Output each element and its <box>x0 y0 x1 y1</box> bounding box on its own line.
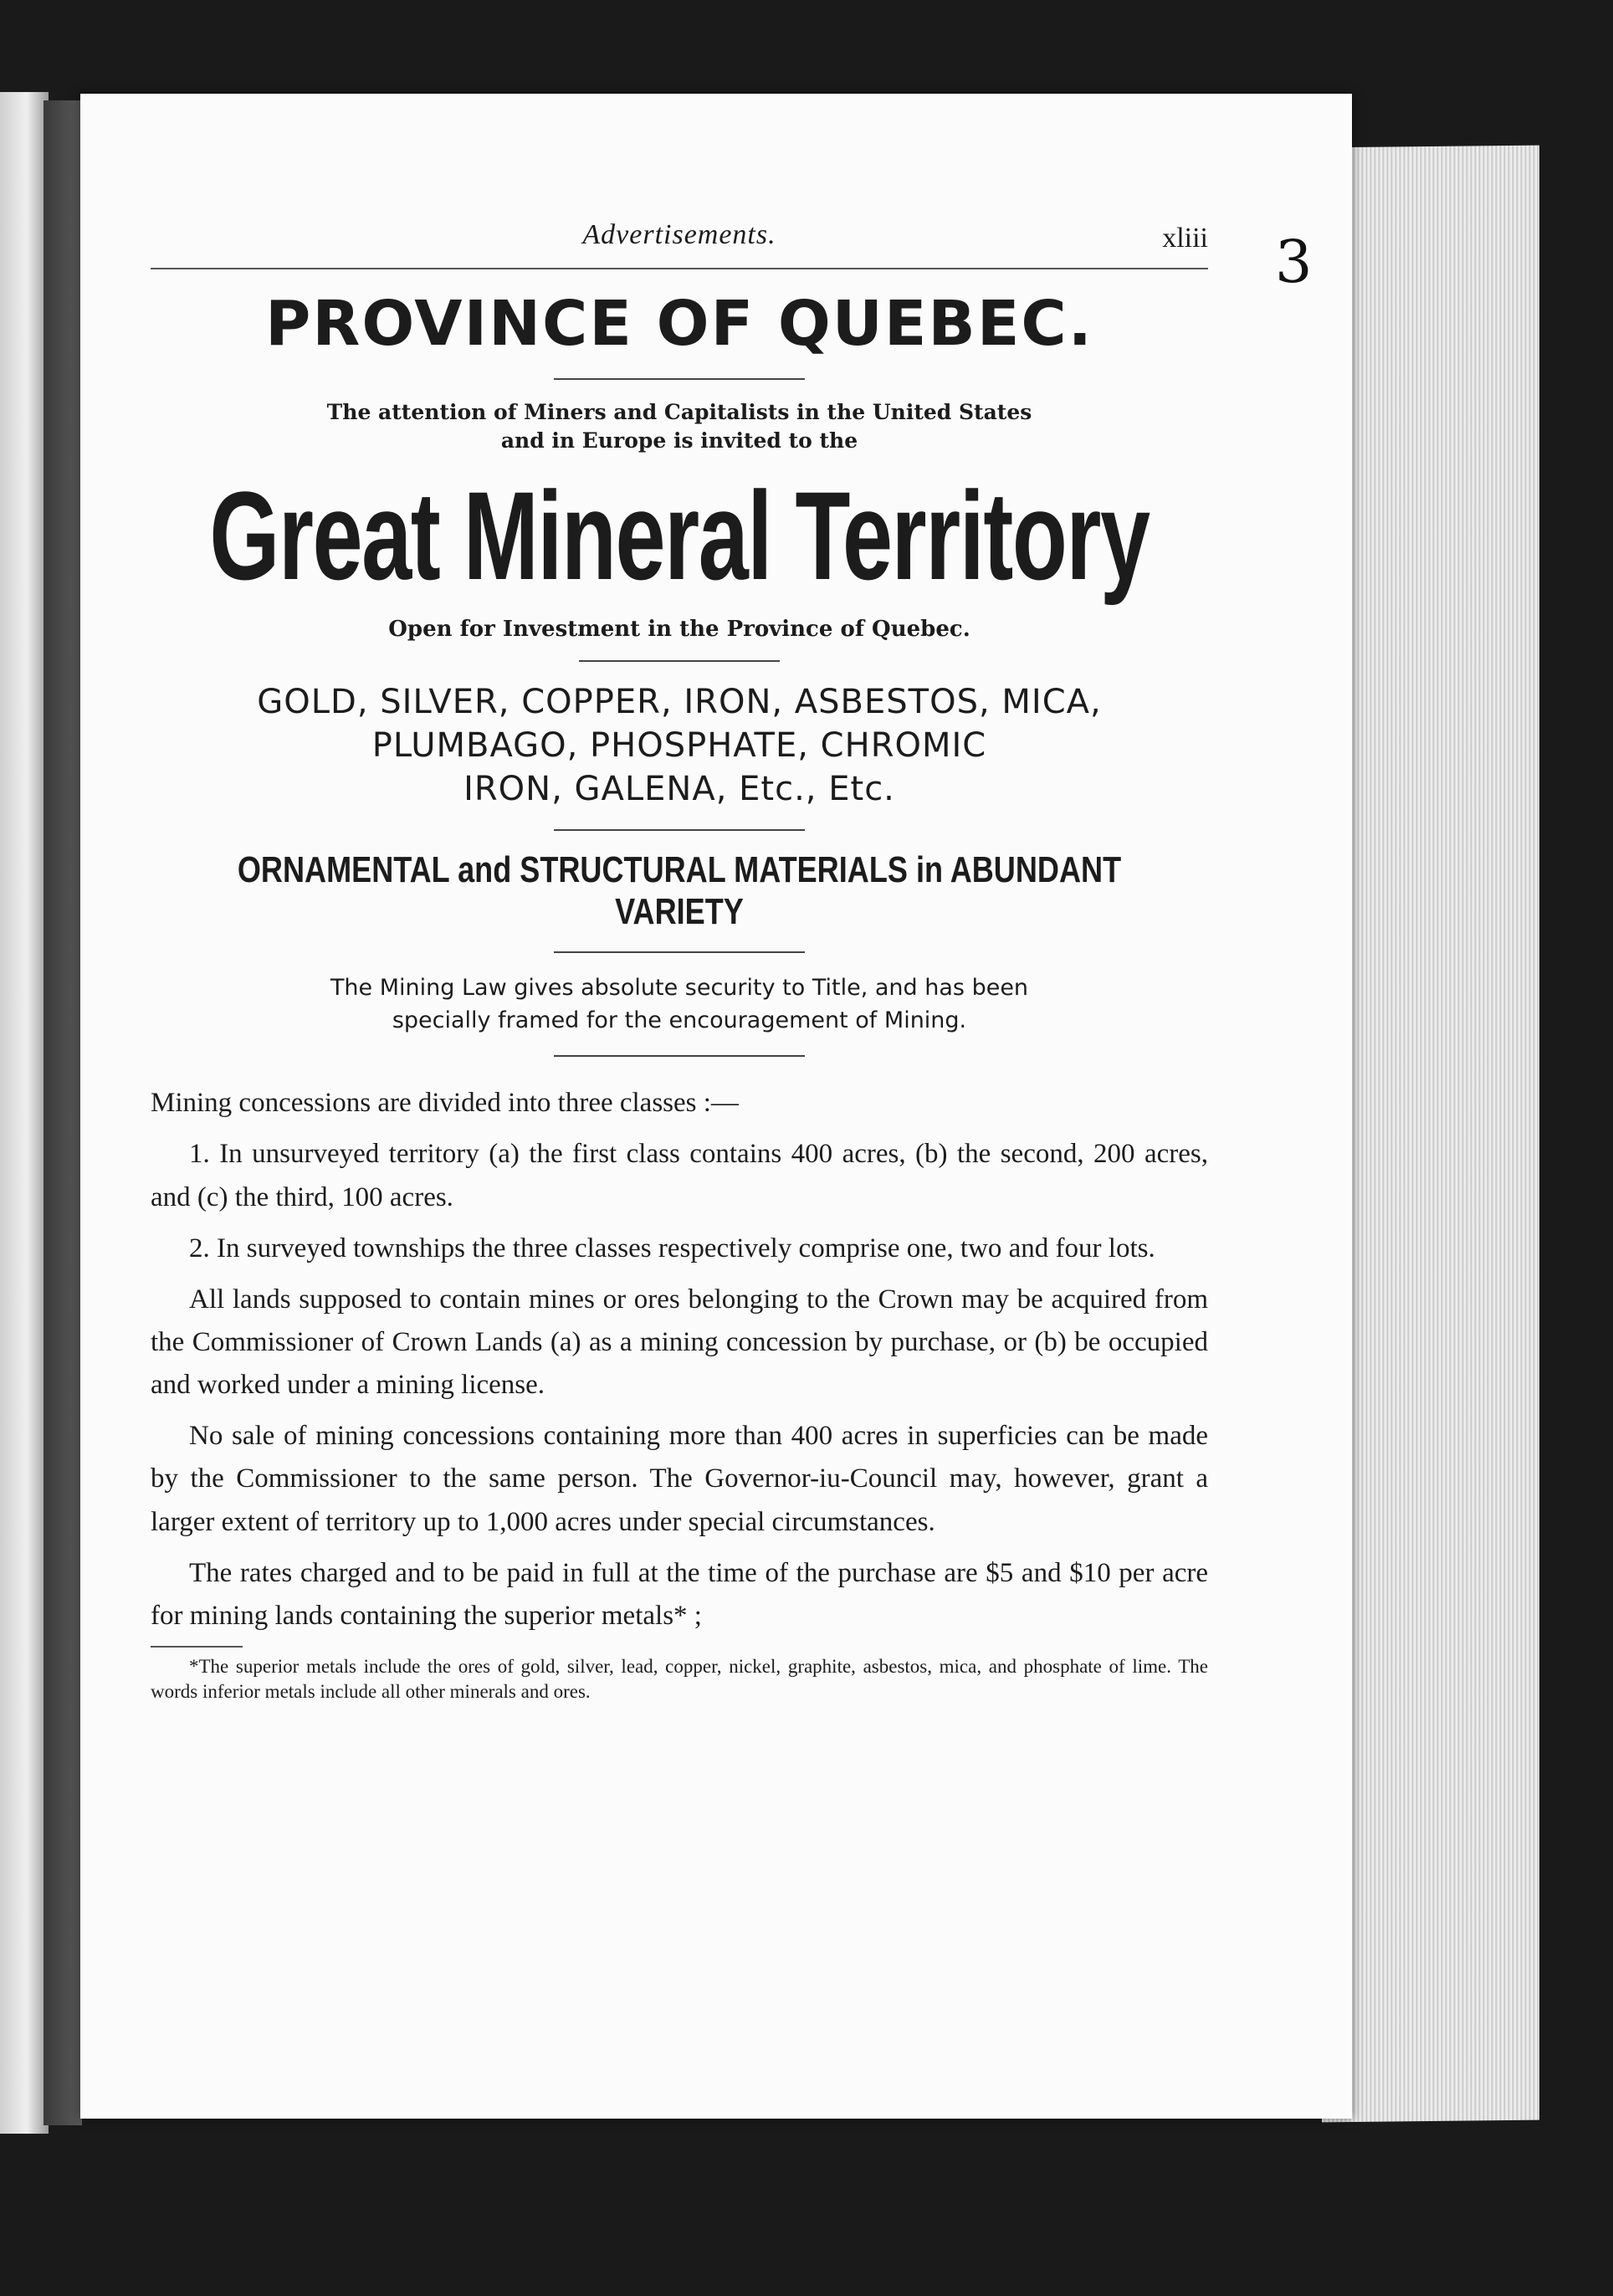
corner-mark: 3 <box>1275 228 1313 296</box>
divider-rule <box>554 951 805 953</box>
body-paragraph: No sale of mining concessions containing more than 400 acres in superficies can be made by the Commissioner to the same person. The Governor-iu-Council may, however, grant a larger extent of territory up to 1,000 acres under special circumstances. <box>151 1421 1208 1537</box>
footnote-rule <box>151 1646 243 1648</box>
main-heading: PROVINCE OF QUEBEC. <box>265 288 1093 360</box>
divider-rule <box>579 660 780 662</box>
body-item-2: 2. In surveyed townships the three classes respectively comprise one, two and four lots. <box>189 1233 1155 1263</box>
footnote: *The superior metals include the ores of gold, silver, lead, copper, nickel, graphite, asbestos, mica, and phosphate of lime. The words inferior metals include all other minerals and ores. <box>151 1655 1208 1702</box>
mining-law-line: specially framed for the encouragement of Mining. <box>392 1007 967 1034</box>
running-head <box>151 219 1208 261</box>
header-rule <box>151 268 1208 269</box>
attention-line: and in Europe is invited to the <box>500 428 858 453</box>
mining-law-text <box>151 971 1208 1037</box>
page-stack-edge <box>1322 146 1539 2123</box>
minerals-line: PLUMBAGO, PHOSPHATE, CHROMIC <box>371 726 987 765</box>
book-gutter <box>44 100 82 2125</box>
divider-rule <box>554 829 805 831</box>
page-number: xliii <box>1162 223 1208 254</box>
left-page-edge <box>0 92 49 2134</box>
page-content <box>151 219 1208 1704</box>
body-text <box>151 1082 1208 1637</box>
attention-text <box>151 398 1208 455</box>
body-intro: Mining concessions are divided into three classes :— <box>151 1088 739 1119</box>
minerals-list <box>151 680 1208 811</box>
body-paragraph: All lands supposed to contain mines or ores belonging to the Crown may be acquired from the Commissioner of Crown Lands (a) as a mining concession by purchase, or (b) be occupied and worked under a mining license. <box>151 1284 1208 1401</box>
ornamental-heading: ORNAMENTAL and STRUCTURAL MATERIALS in ABUNDANT VARIETY <box>237 849 1122 932</box>
divider-rule <box>554 378 805 380</box>
minerals-line: IRON, GALENA, Etc., Etc. <box>463 770 895 808</box>
running-head-title: Advertisements. <box>582 219 776 250</box>
great-mineral-title: Great Mineral Territory <box>209 464 1150 606</box>
open-for-investment: Open for Investment in the Province of Quebec. <box>388 617 970 642</box>
book-page <box>80 94 1352 2119</box>
body-paragraph: The rates charged and to be paid in full at the time of the purchase are $5 and $10 per acre for mining lands containing the superior metals* ; <box>151 1557 1208 1631</box>
body-item-1: 1. In unsurveyed territory (a) the first class contains 400 acres, (b) the second, 200 acres, and (c) the third, 100 acres. <box>151 1139 1208 1212</box>
mining-law-line: The Mining Law gives absolute security to Title, and has been <box>330 975 1029 1001</box>
divider-rule <box>554 1055 805 1057</box>
minerals-line: GOLD, SILVER, COPPER, IRON, ASBESTOS, MICA, <box>257 683 1102 721</box>
attention-line: The attention of Miners and Capitalists in the United States <box>326 400 1032 424</box>
